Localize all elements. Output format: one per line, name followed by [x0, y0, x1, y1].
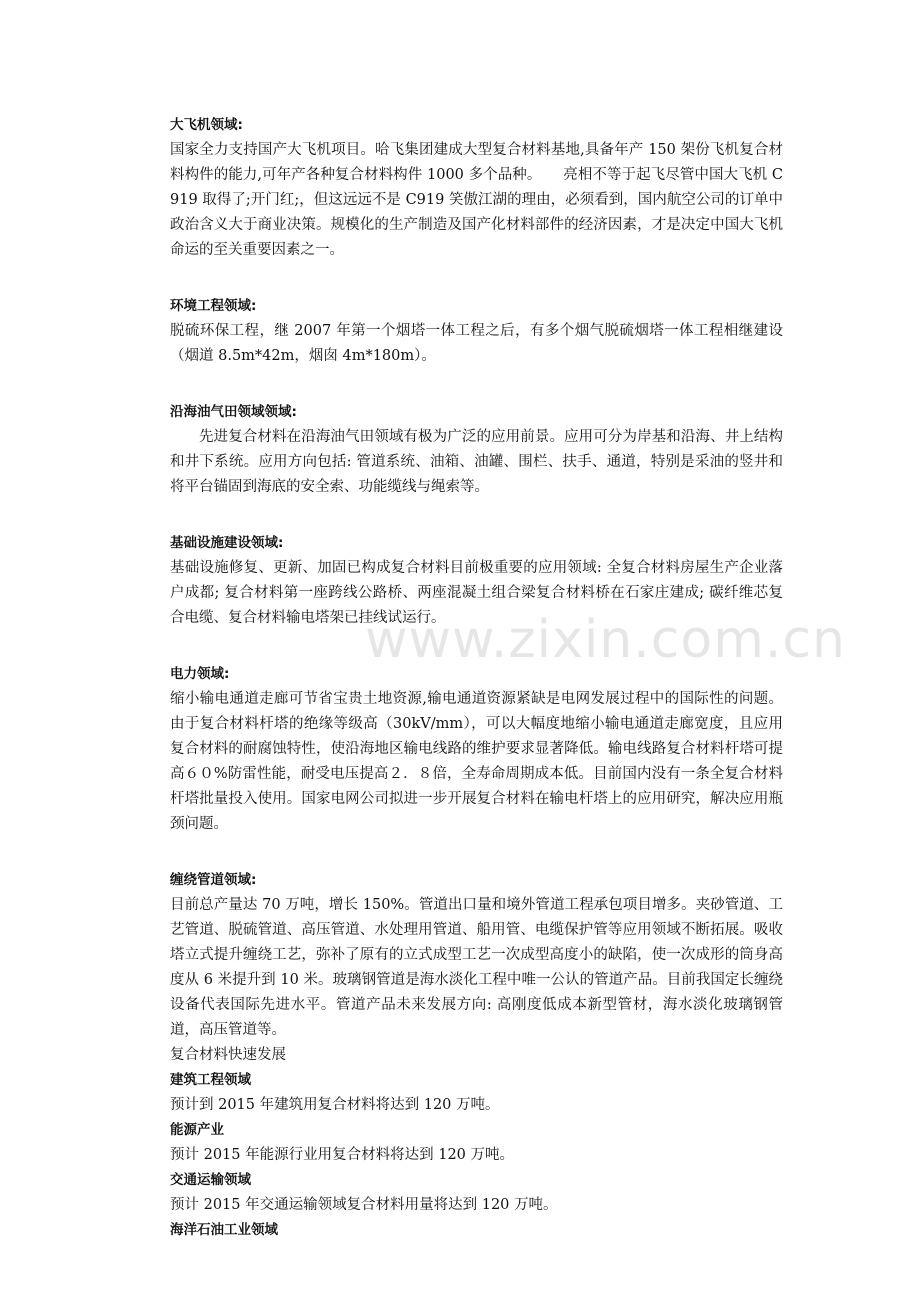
section-heading: 环境工程领域: [170, 298, 257, 314]
section-paragraph: 目前总产量达 70 万吨，增长 150%。管道出口量和境外管道工程承包项目增多。夹砂管道、工艺管道、脱硫管道、高压管道、水处理用管道、船用管、电缆保护管等应用领域不断拓展。吸收塔立式提升缠绕工艺，弥补了原有的立式成型工艺一次成型高度小的缺陷，使一次成形的筒身高度从 6 米提升到 10 米。玻璃钢管道是海水淡化工程中唯一公认的管道产品。目前我国定长缠绕设备代表国际先进水平。管道产品未来发展方向: 高刚度低成本新型管材，海水淡化玻璃钢管道，高压管道等。 [170, 897, 783, 1038]
section-heading: 缠绕管道领域: [170, 872, 257, 888]
growth-text-energy: 预计 2015 年能源行业用复合材料将达到 120 万吨。 [170, 1147, 515, 1163]
growth-heading-transport: 交通运输领域 [170, 1172, 251, 1188]
section-paragraph: 基础设施修复、更新、加固已构成复合材料目前极重要的应用领域: 全复合材料房屋生产企业落户成都; 复合材料第一座跨线公路桥、两座混凝土组合梁复合材料桥在石家庄建成; 碳纤维芯复合电缆、复合材料输电塔架已挂线试运行。 [170, 560, 783, 626]
growth-text-transport: 预计 2015 年交通运输领域复合材料用量将达到 120 万吨。 [170, 1197, 558, 1213]
section-offshore-oil [170, 400, 783, 500]
section-paragraph: 先进复合材料在沿海油气田领域有极为广泛的应用前景。应用可分为岸基和沿海、井上结构和井下系统。应用方向包括: 管道系统、油箱、油罐、围栏、扶手、通道，特别是采油的竖井和将平台锚固到海底的安全索、功能缆线与绳索等。 [170, 429, 783, 495]
section-heading: 沿海油气田领域领域: [170, 404, 297, 420]
growth-summary [170, 1043, 783, 1243]
growth-text-construction: 预计到 2015 年建筑用复合材料将达到 120 万吨。 [170, 1097, 500, 1113]
section-pipeline [170, 868, 783, 1043]
section-heading: 大飞机领域: [170, 117, 243, 133]
section-paragraph: 缩小输电通道走廊可节省宝贵土地资源,输电通道资源紧缺是电网发展过程中的国际性的问题。由于复合材料杆塔的绝缘等级高（30kV/mm），可以大幅度地缩小输电通道走廊宽度，且应用复合材料的耐腐蚀特性，使沿海地区输电线路的维护要求显著降低。输电线路复合材料杆塔可提高６０%防雷性能，耐受电压提高２．８倍，全寿命周期成本低。目前国内没有一条全复合材料杆塔批量投入使用。国家电网公司拟进一步开展复合材料在输电杆塔上的应用研究，解决应用瓶颈问题。 [170, 691, 783, 832]
section-heading: 基础设施建设领域: [170, 535, 284, 551]
section-paragraph: 脱硫环保工程，继 2007 年第一个烟塔一体工程之后，有多个烟气脱硫烟塔一体工程相继建设（烟道 8.5m*42m，烟囱 4m*180m）。 [170, 323, 783, 364]
section-infrastructure [170, 531, 783, 631]
growth-heading-energy: 能源产业 [170, 1122, 224, 1138]
section-power [170, 662, 783, 837]
section-paragraph: 国家全力支持国产大飞机项目。哈飞集团建成大型复合材料基地,具备年产 150 架份飞机复合材料构件的能力,可年产各种复合材料构件 1000 多个品种。 亮相不等于起飞尽管中国大飞机 C919 取得了;开门红;，但这远远不是 C919 笑傲江湖的理由，必须看到，国内航空公司的订单中政治含义大于商业决策。规模化的生产制造及国产化材料部件的经济因素，才是决定中国大飞机命运的至关重要因素之一。 [170, 142, 783, 258]
growth-heading-offshore-oil: 海洋石油工业领域 [170, 1222, 278, 1238]
watermark: www.zixin.com.cn [365, 610, 846, 670]
growth-heading-construction: 建筑工程领域 [170, 1072, 251, 1088]
growth-intro: 复合材料快速发展 [170, 1047, 286, 1063]
section-heading: 电力领域: [170, 666, 230, 682]
section-aircraft [170, 113, 783, 263]
section-environment [170, 294, 783, 369]
document-body [170, 113, 783, 1243]
